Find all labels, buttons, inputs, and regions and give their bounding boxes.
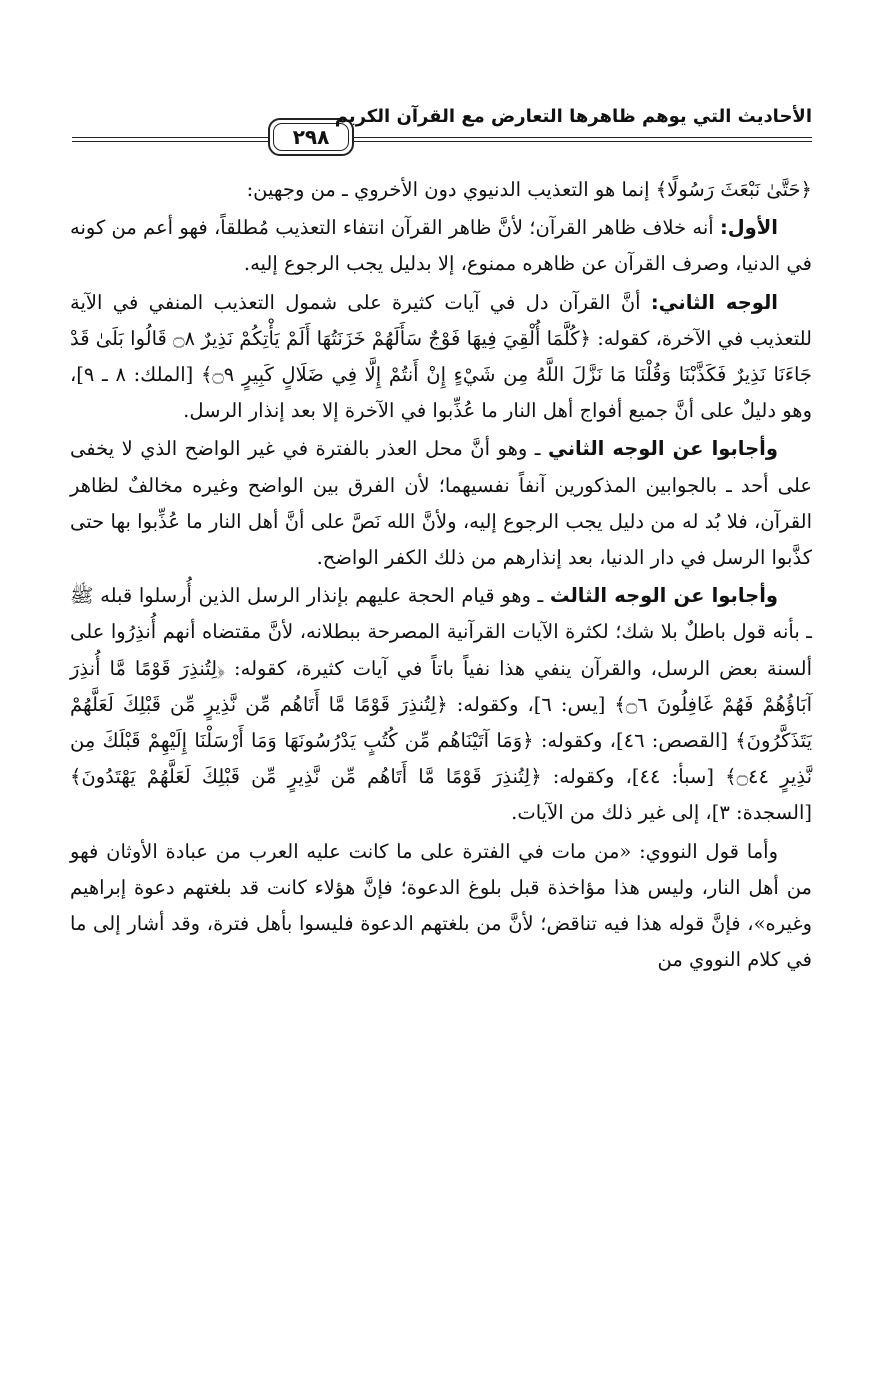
- paragraph-answer-second: [70, 431, 812, 576]
- page-number: ٢٩٨: [292, 125, 330, 149]
- page-header: [72, 104, 812, 160]
- paragraph-lead: الوجه الثاني:: [650, 290, 778, 314]
- paragraph-intro: [70, 172, 812, 208]
- paragraph-lead: وأجابوا عن الوجه الثاني: [547, 437, 778, 461]
- paragraph-text: وأما قول النووي: «من مات في الفترة على ما كانت عليه العرب من عبادة الأوثان فهو من أهل النار، وليس هذا مؤاخذة قبل بلوغ الدعوة؛ فإنَّ هؤلاء كانت قد بلغتهم دعوة إبراهيم وغيره»، فإنَّ قوله هذا فيه تناقض؛ لأنَّ من بلغتهم الدعوة فليسوا بأهل فترة، وقد أشار إلى ما في كلام النووي من: [70, 839, 812, 972]
- paragraph-text: ﴿حَتَّىٰ نَبْعَثَ رَسُولًا﴾ إنما هو التعذيب الدنيوي دون الأخروي ـ من وجهين:: [246, 178, 812, 201]
- paragraph-second-aspect: [70, 285, 812, 430]
- paragraph-answer-third: [70, 578, 812, 831]
- paragraph-text: ـ وهو قيام الحجة عليهم بإنذار الرسل الذين أُرسلوا قبله ﷺ ـ بأنه قول باطلٌ بلا شك؛ لكثرة الآيات القرآنية المصرحة ببطلانه، لأنَّ مقتضاه أنهم أُنذِرُوا على ألسنة بعض الرسل، والقرآن ينفي هذا نفياً باتاً في آيات كثيرة، كقوله: ﴿لِتُنذِرَ قَوْمًا مَّا أُنذِرَ آبَاؤُهُمْ فَهُمْ غَافِلُونَ ۝٦﴾ [يس: ٦]، وكقوله: ﴿لِتُنذِرَ قَوْمًا مَّا أَتَاهُم مِّن نَّذِيرٍ مِّن قَبْلِكَ لَعَلَّهُمْ يَتَذَكَّرُونَ﴾ [القصص: ٤٦]، وكقوله: ﴿وَمَا آتَيْنَاهُم مِّن كُتُبٍ يَدْرُسُونَهَا وَمَا أَرْسَلْنَا إِلَيْهِمْ قَبْلَكَ مِن نَّذِيرٍ ۝٤٤﴾ [سبأ: ٤٤]، وكقوله: ﴿لِتُنذِرَ قَوْمًا مَّا أَتَاهُم مِّن نَّذِيرٍ مِّن قَبْلِكَ لَعَلَّهُمْ يَهْتَدُونَ﴾ [السجدة: ٣]، إلى غير ذلك من الآيات.: [70, 584, 812, 825]
- header-rule-double: [72, 141, 812, 142]
- header-rule: [72, 137, 812, 138]
- running-title: الأحاديث التي يوهم ظاهرها التعارض مع القرآن الكريم: [334, 106, 812, 127]
- paragraph-text: أنه خلاف ظاهر القرآن؛ لأنَّ ظاهر القرآن انتفاء التعذيب مُطلقاً، فهو أعم من كونه في الدنيا، وصرف القرآن عن ظاهره ممنوع، إلا بدليل يجب الرجوع إليه.: [70, 216, 812, 276]
- paragraph-first-aspect: [70, 210, 812, 282]
- paragraph-lead: الأول:: [719, 216, 778, 240]
- paragraph-text: أنَّ القرآن دل في آيات كثيرة على شمول التعذيب المنفي في الآية للتعذيب في الآخرة، كقوله: ﴿كُلَّمَا أُلْقِيَ فِيهَا فَوْجٌ سَأَلَهُمْ خَزَنَتُهَا أَلَمْ يَأْتِكُمْ نَذِيرٌ ۝٨ قَالُوا بَلَىٰ قَدْ جَاءَنَا نَذِيرٌ فَكَذَّبْنَا وَقُلْنَا مَا نَزَّلَ اللَّهُ مِن شَيْءٍ إِنْ أَنتُمْ إِلَّا فِي ضَلَالٍ كَبِيرٍ ۝٩﴾ [الملك: ٨ ـ ٩]، وهو دليلٌ على أنَّ جميع أفواج أهل النار ما عُذِّبوا في الآخرة إلا بعد إنذار الرسل.: [70, 290, 813, 423]
- paragraph-nawawi: [70, 834, 812, 979]
- paragraph-lead: وأجابوا عن الوجه الثالث: [549, 584, 778, 608]
- paragraph-text: ـ وهو أنَّ محل العذر بالفترة في غير الواضح الذي لا يخفى على أحد ـ بالجوابين المذكورين آنفاً نفسيهما؛ لأن الفرق بين الواضح وغيره مخالفٌ لظاهر القرآن، فلا بُد له من دليل يجب الرجوع إليه، ولأنَّ الله نَصَّ على أنَّ أهل النار ما عُذِّبوا بها حتى كذَّبوا الرسل في دار الدنيا، بعد إنذارهم من ذلك الكفر الواضح.: [70, 437, 812, 570]
- page-body: [70, 172, 812, 978]
